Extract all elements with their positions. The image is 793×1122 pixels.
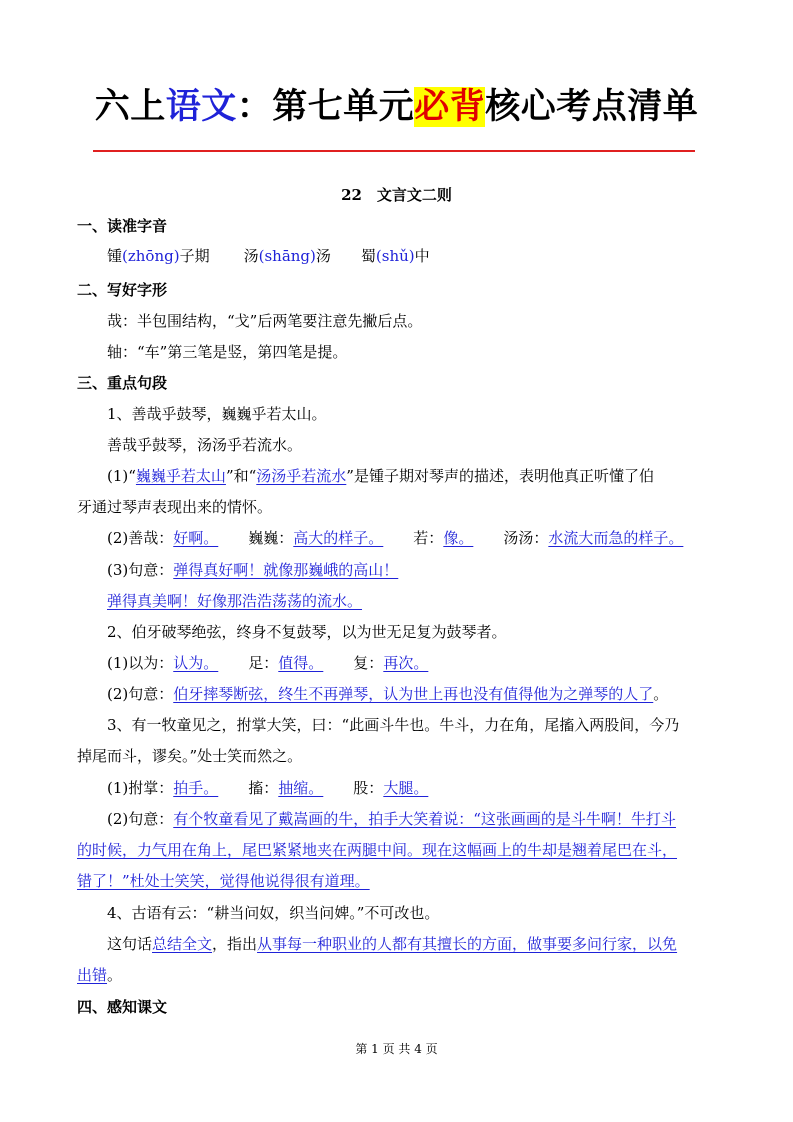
q1-source-line-2: 善哉乎鼓琴，汤汤乎若流水。 bbox=[107, 436, 303, 454]
pron-pinyin-1: (zhōng) bbox=[122, 247, 180, 265]
q4-summary-line bbox=[107, 933, 677, 955]
q4-summary-cont bbox=[77, 964, 122, 986]
q2-meaning: 伯牙摔琴断弦，终生不再弹琴，认为世上再也没有值得他为之弹琴的人了 bbox=[173, 685, 654, 703]
pron-char-3: 蜀 bbox=[360, 247, 376, 265]
q4-summary-join: ，指出 bbox=[212, 935, 258, 953]
q1-gloss-shangshang: 水流大而急的样子。 bbox=[548, 529, 684, 547]
title-part-checklist: 核心考点清单 bbox=[485, 87, 699, 127]
q3-gloss-chu: 抽缩。 bbox=[278, 779, 324, 797]
q1-gloss-shanzai: 好啊。 bbox=[173, 529, 219, 547]
q2-source-line: 2、伯牙破琴绝弦，终身不复鼓琴，以为世无足复为鼓琴者。 bbox=[107, 623, 507, 641]
pron-pinyin-3: (shǔ) bbox=[375, 247, 415, 265]
q2-note-1 bbox=[107, 652, 428, 674]
q3-meaning-line-3: 错了！”杜处士笑笑，觉得他说得很有道理。 bbox=[77, 872, 370, 890]
q3-gloss-chu-label: 搐： bbox=[248, 779, 279, 797]
q1-gloss-ruo-label: 若： bbox=[413, 529, 444, 547]
q1-note-3-cont bbox=[107, 590, 362, 612]
pron-word-2: 汤 bbox=[315, 247, 331, 265]
q3-gloss-fuzhang-label: (1)拊掌： bbox=[107, 779, 174, 797]
q2-gloss-fu-label: 复： bbox=[353, 654, 384, 672]
q1-note-2 bbox=[107, 527, 683, 549]
pronunciation-line bbox=[107, 245, 430, 267]
title-part-grade: 六上 bbox=[94, 87, 166, 127]
q3-gloss-gu: 大腿。 bbox=[383, 779, 429, 797]
q1-gloss-ruo: 像。 bbox=[443, 529, 474, 547]
q1-note-1-rest: ”是锺子期对琴声的描述，表明他真正听懂了伯 bbox=[346, 467, 654, 485]
title-part-unit: ：第七单元 bbox=[236, 87, 415, 127]
q4-summary-answer-2: 从事每一种职业的人都有其擅长的方面，做事要多问行家，以免 bbox=[257, 935, 678, 953]
q1-note-3 bbox=[107, 559, 398, 581]
q2-gloss-zu-label: 足： bbox=[248, 654, 279, 672]
q2-gloss-yiwei: 认为。 bbox=[173, 654, 219, 672]
title-part-must-memorize: 必背 bbox=[414, 87, 486, 127]
q3-source-line-1: 3、有一牧童见之，拊掌大笑，曰：“此画斗牛也。牛斗，力在角，尾搐入两股间，今乃 bbox=[107, 716, 680, 734]
q1-gloss-weiwei: 高大的样子。 bbox=[293, 529, 384, 547]
section-heading-glyphs: 二、写好字形 bbox=[77, 281, 168, 299]
q1-meaning-label: (3)句意： bbox=[107, 561, 174, 579]
section-heading-understand-text: 四、感知课文 bbox=[77, 998, 168, 1016]
pron-word-3: 中 bbox=[414, 247, 430, 265]
q1-meaning-2: 弹得真美啊！好像那浩浩荡荡的流水。 bbox=[107, 592, 363, 610]
q3-note-1 bbox=[107, 777, 428, 799]
q1-note-1-join: ”和“ bbox=[225, 467, 257, 485]
glyph-note-zhou: 轴：“车”第三笔是竖，第四笔是提。 bbox=[107, 343, 348, 361]
q1-note-1-answer-1: 巍巍乎若太山 bbox=[135, 467, 226, 485]
page-title bbox=[0, 84, 793, 130]
q3-note-2 bbox=[107, 808, 676, 830]
q1-gloss-shanzai-label: (2)善哉： bbox=[107, 529, 174, 547]
q2-gloss-zu: 值得。 bbox=[278, 654, 324, 672]
q1-note-1-prefix: (1)“ bbox=[107, 467, 136, 485]
q1-note-1-cont: 牙通过琴声表现出来的情怀。 bbox=[77, 498, 273, 516]
q3-note-2-cont-2 bbox=[77, 870, 370, 892]
title-divider bbox=[93, 150, 695, 152]
section-heading-key-passages: 三、重点句段 bbox=[77, 374, 168, 392]
q1-source-line-1: 1、善哉乎鼓琴，巍巍乎若太山。 bbox=[107, 405, 327, 423]
q3-meaning-line-2: 的时候，力气用在角上，尾巴紧紧地夹在两腿中间。现在这幅画上的牛却是翘着尾巴在斗， bbox=[77, 841, 678, 859]
q4-summary-end: 。 bbox=[107, 966, 123, 984]
q1-gloss-weiwei-label: 巍巍： bbox=[248, 529, 294, 547]
pron-char-2: 汤 bbox=[243, 247, 259, 265]
q4-summary-answer-1: 总结全文 bbox=[152, 935, 213, 953]
page-footer: 第 1 页 共 4 页 bbox=[355, 1042, 438, 1056]
pron-pinyin-2: (shāng) bbox=[258, 247, 316, 265]
q2-meaning-label: (2)句意： bbox=[107, 685, 174, 703]
q1-meaning-1: 弹得真好啊！就像那巍峨的高山！ bbox=[173, 561, 399, 579]
q1-gloss-shangshang-label: 汤汤： bbox=[503, 529, 549, 547]
section-heading-pronunciation: 一、读准字音 bbox=[77, 217, 168, 235]
q1-note-1 bbox=[107, 465, 654, 487]
pron-char-1: 锺 bbox=[107, 247, 123, 265]
q3-note-2-cont-1 bbox=[77, 839, 677, 861]
q4-summary-prefix: 这句话 bbox=[107, 935, 153, 953]
q4-summary-answer-3: 出错 bbox=[77, 966, 108, 984]
q3-gloss-fuzhang: 拍手。 bbox=[173, 779, 219, 797]
q3-meaning-line-1: 有个牧童看见了戴嵩画的牛，拍手大笑着说：“这张画画的是斗牛啊！牛打斗 bbox=[173, 810, 676, 828]
lesson-title: 22 文言文二则 bbox=[341, 186, 452, 204]
q2-meaning-end: 。 bbox=[653, 685, 669, 703]
q1-note-1-answer-2: 汤汤乎若流水 bbox=[256, 467, 347, 485]
q3-gloss-gu-label: 股： bbox=[353, 779, 384, 797]
q3-meaning-label: (2)句意： bbox=[107, 810, 174, 828]
q3-source-line-2: 掉尾而斗，谬矣。”处士笑而然之。 bbox=[77, 747, 303, 765]
q2-note-2 bbox=[107, 683, 668, 705]
pron-word-1: 子期 bbox=[179, 247, 210, 265]
title-part-subject: 语文 bbox=[165, 87, 237, 127]
q4-source-line: 4、古语有云：“耕当问奴，织当问婢。”不可改也。 bbox=[107, 904, 440, 922]
q2-gloss-fu: 再次。 bbox=[383, 654, 429, 672]
q2-gloss-yiwei-label: (1)以为： bbox=[107, 654, 174, 672]
glyph-note-zai: 哉：半包围结构，“戈”后两笔要注意先撇后点。 bbox=[107, 312, 423, 330]
